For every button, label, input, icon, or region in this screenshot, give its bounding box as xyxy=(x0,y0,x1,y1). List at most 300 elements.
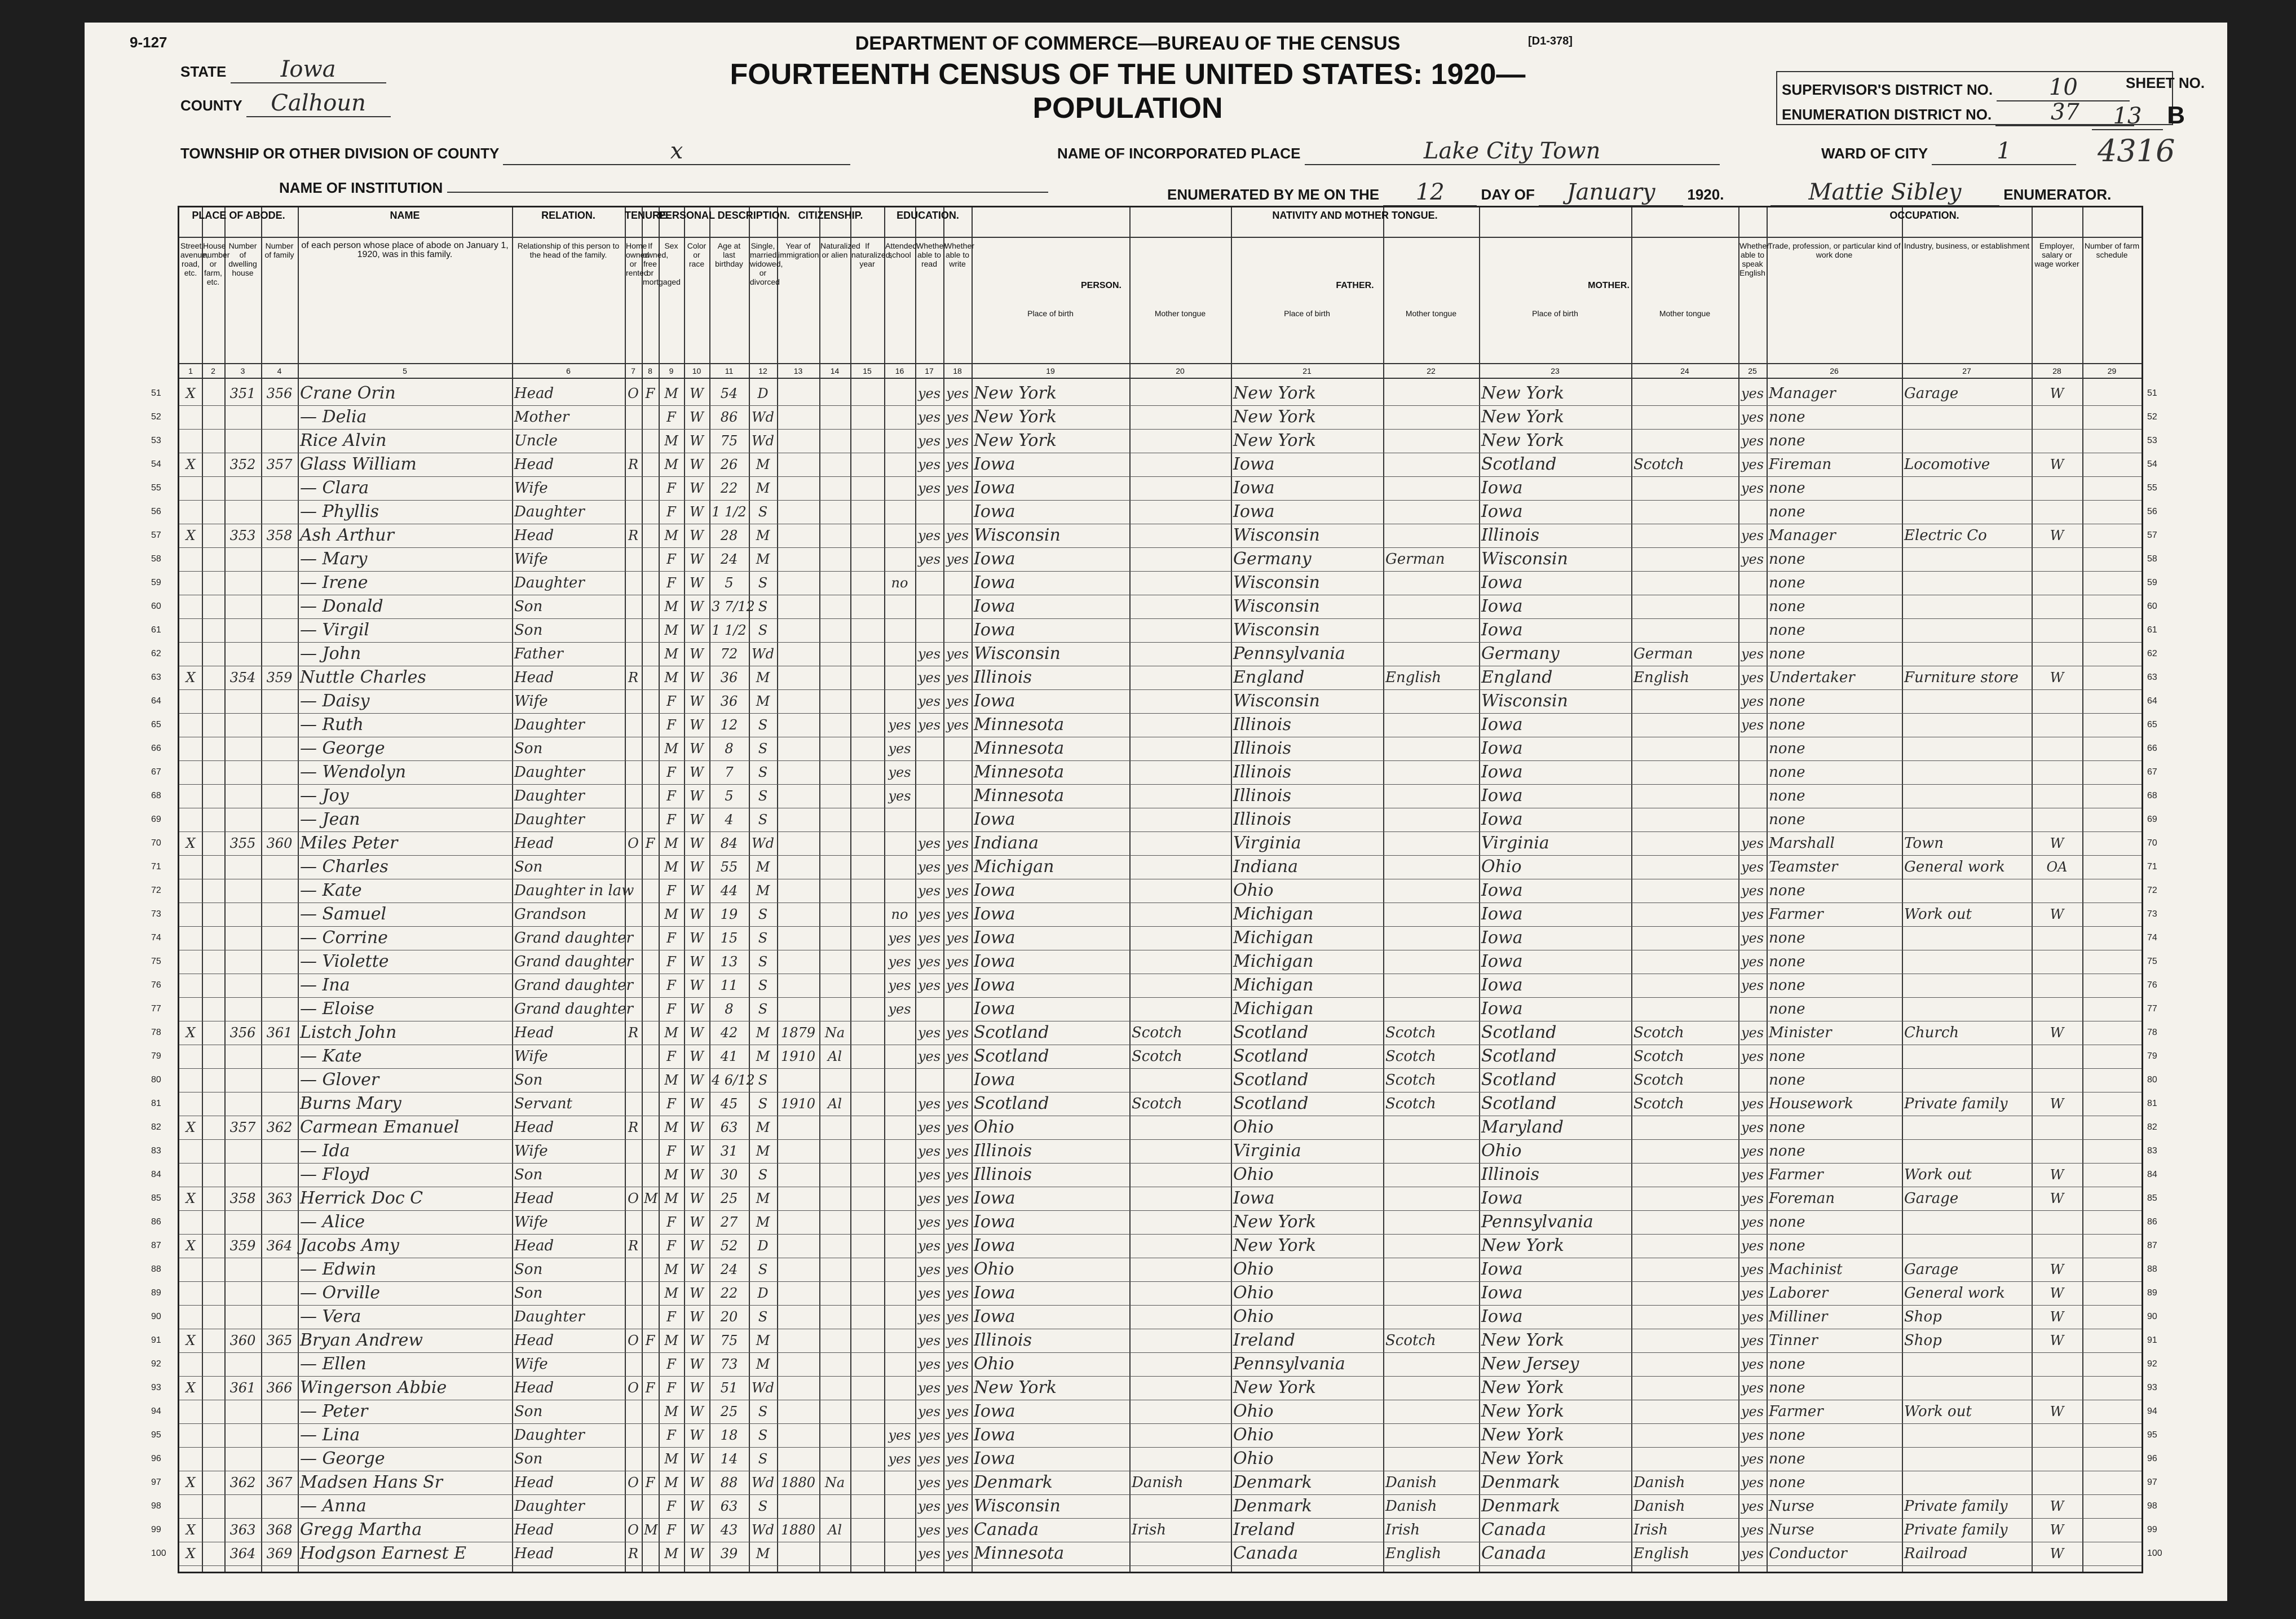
table-cell xyxy=(2034,950,2080,973)
table-cell: O xyxy=(628,1380,639,1396)
line-number: 99 xyxy=(2147,1525,2157,1534)
table-cell: M xyxy=(664,670,678,685)
table-cell xyxy=(1633,974,1736,997)
table-cell: Iowa xyxy=(974,1212,1015,1232)
table-cell: Iowa xyxy=(974,1307,1015,1326)
table-cell: W xyxy=(2050,1025,2064,1041)
table-cell: Iowa xyxy=(974,1236,1015,1255)
supervisor-value[interactable]: 10 xyxy=(1997,74,2130,101)
table-cell: Teamster xyxy=(1769,859,1838,875)
table-cell xyxy=(822,1495,848,1518)
table-cell: S xyxy=(758,1309,768,1325)
table-cell: Illinois xyxy=(974,1330,1032,1350)
table-cell: Son xyxy=(514,1166,543,1183)
line-number: 81 xyxy=(151,1099,161,1108)
enumeration-value[interactable]: 37 xyxy=(1995,99,2134,126)
table-cell xyxy=(227,501,259,523)
table-cell xyxy=(822,1282,848,1304)
table-cell: Son xyxy=(514,1450,543,1467)
table-cell xyxy=(644,548,656,570)
table-cell xyxy=(182,690,200,713)
line-number: 97 xyxy=(2147,1478,2157,1487)
line-number: 67 xyxy=(151,767,161,777)
table-cell: Iowa xyxy=(1481,881,1523,900)
table-cell xyxy=(182,619,200,642)
table-cell xyxy=(263,1424,295,1447)
table-cell: Danish xyxy=(1385,1474,1437,1491)
table-cell xyxy=(1132,1353,1229,1375)
line-number: 51 xyxy=(151,388,161,398)
table-row xyxy=(151,1424,2157,1447)
enumeration-district-field: ENUMERATION DISTRICT NO. 37 xyxy=(1782,99,2134,126)
table-cell: Minnesota xyxy=(974,762,1065,782)
table-cell xyxy=(1385,1282,1477,1304)
column-header: Mother tongue xyxy=(1659,309,1711,318)
table-cell xyxy=(263,808,295,831)
column-header: Place of birth xyxy=(1027,309,1074,318)
table-cell xyxy=(182,1400,200,1423)
table-cell: F xyxy=(666,1498,676,1514)
table-cell xyxy=(644,1164,656,1186)
table-cell xyxy=(1132,785,1229,807)
table-cell: yes xyxy=(1741,859,1764,875)
line-number: 78 xyxy=(2147,1028,2157,1037)
table-cell: Minister xyxy=(1769,1024,1832,1041)
table-cell xyxy=(1633,1400,1736,1423)
table-cell: Foreman xyxy=(1769,1190,1835,1207)
table-cell xyxy=(779,998,817,1020)
table-cell: Listch John xyxy=(300,1023,397,1042)
column-header: Single, married, widowed, or divorced xyxy=(750,241,783,286)
table-cell xyxy=(627,785,639,807)
subgroup-header: PERSON. xyxy=(1080,281,1121,290)
table-cell xyxy=(627,1092,639,1115)
sheet-value[interactable]: 13 xyxy=(2092,103,2163,130)
table-cell: Al xyxy=(827,1049,842,1064)
table-cell xyxy=(644,501,656,523)
column-header: Trade, profession, or particular kind of work done xyxy=(1768,241,1901,259)
table-cell: yes xyxy=(1741,409,1764,425)
table-row xyxy=(151,1258,2157,1281)
column-number: 3 xyxy=(240,366,245,375)
table-cell xyxy=(822,1258,848,1281)
table-cell: Iowa xyxy=(974,478,1015,498)
table-cell: Michigan xyxy=(974,857,1054,877)
table-cell xyxy=(2034,595,2080,618)
table-cell: 365 xyxy=(266,1333,293,1348)
table-cell: Bryan Andrew xyxy=(300,1330,423,1350)
table-cell xyxy=(779,879,817,902)
table-cell: S xyxy=(758,575,768,591)
table-cell: Scotland xyxy=(1233,1070,1309,1090)
table-cell: Iowa xyxy=(974,1188,1015,1208)
table-cell: Grand daughter xyxy=(514,953,633,970)
column-number: 27 xyxy=(1962,366,1971,375)
table-cell: 22 xyxy=(720,480,738,496)
table-row xyxy=(151,1235,2157,1257)
table-cell xyxy=(182,856,200,878)
table-cell xyxy=(227,1306,259,1328)
table-cell xyxy=(1904,950,2029,973)
department-heading: DEPARTMENT OF COMMERCE—BUREAU OF THE CENSUS xyxy=(855,33,1401,54)
table-cell: 352 xyxy=(229,457,256,472)
table-cell: F xyxy=(666,1143,676,1159)
table-cell xyxy=(1132,690,1229,713)
table-cell xyxy=(627,1140,639,1162)
table-cell: F xyxy=(666,954,676,970)
table-cell xyxy=(822,406,848,428)
table-cell: W xyxy=(690,386,704,401)
table-cell: 18 xyxy=(720,1427,738,1443)
table-cell xyxy=(644,690,656,713)
table-cell: Minnesota xyxy=(974,715,1065,735)
table-cell: 1880 xyxy=(780,1475,816,1490)
table-cell xyxy=(227,714,259,736)
table-cell xyxy=(263,879,295,902)
table-cell: yes xyxy=(917,1285,941,1301)
table-cell xyxy=(886,501,913,523)
table-cell: 13 xyxy=(720,954,738,970)
table-cell: Iowa xyxy=(1481,1283,1523,1303)
table-cell xyxy=(1385,808,1477,831)
table-cell: Scotland xyxy=(1233,1094,1309,1113)
table-cell xyxy=(822,950,848,973)
table-cell xyxy=(227,1164,259,1186)
line-number: 72 xyxy=(2147,886,2157,895)
table-cell xyxy=(779,548,817,570)
table-cell xyxy=(779,524,817,547)
table-cell: Wisconsin xyxy=(974,1496,1061,1516)
line-number: 61 xyxy=(151,625,161,635)
table-cell xyxy=(886,1069,913,1091)
table-cell: Iowa xyxy=(974,999,1015,1019)
table-cell: Father xyxy=(514,645,563,662)
table-cell: Glass William xyxy=(300,454,417,474)
table-cell: Herrick Doc C xyxy=(300,1188,423,1208)
table-cell xyxy=(1633,1329,1736,1352)
table-cell xyxy=(627,430,639,452)
table-cell: X xyxy=(186,1546,196,1562)
table-cell: Ohio xyxy=(1481,1141,1522,1161)
table-cell: F xyxy=(666,1380,676,1396)
table-cell xyxy=(886,453,913,476)
table-cell: M xyxy=(756,1025,770,1041)
table-cell: Head xyxy=(514,669,554,686)
table-cell xyxy=(1132,430,1229,452)
column-number: 1 xyxy=(188,366,193,375)
table-cell xyxy=(1132,879,1229,902)
table-cell: W xyxy=(690,717,704,733)
table-cell: Nurse xyxy=(1769,1521,1814,1538)
table-cell xyxy=(886,1021,913,1044)
line-number: 71 xyxy=(2147,862,2157,872)
table-cell: yes xyxy=(1741,1262,1764,1277)
table-cell xyxy=(1633,548,1736,570)
table-cell xyxy=(946,998,969,1020)
table-cell xyxy=(946,619,969,642)
table-cell xyxy=(779,1329,817,1352)
table-cell xyxy=(182,572,200,594)
table-cell xyxy=(822,1353,848,1375)
line-number: 65 xyxy=(151,720,161,729)
place-value[interactable]: Lake City Town xyxy=(1305,138,1720,165)
table-cell: 44 xyxy=(720,883,738,899)
table-cell: 15 xyxy=(720,930,738,946)
table-cell: Church xyxy=(1904,1024,1959,1041)
table-cell: 358 xyxy=(229,1191,256,1206)
table-cell xyxy=(2034,430,2080,452)
institution-value[interactable] xyxy=(447,192,1048,193)
table-cell xyxy=(627,548,639,570)
table-cell: Iowa xyxy=(1481,1259,1523,1279)
table-cell: F xyxy=(666,1309,676,1325)
table-cell: 356 xyxy=(266,386,293,401)
table-cell xyxy=(644,1353,656,1375)
table-cell: Iowa xyxy=(1481,502,1523,521)
table-cell xyxy=(627,998,639,1020)
enumerator-value[interactable]: Mattie Sibley xyxy=(1770,179,1999,206)
table-cell xyxy=(644,1306,656,1328)
table-cell: yes xyxy=(917,1143,941,1159)
table-cell xyxy=(644,453,656,476)
table-cell xyxy=(627,950,639,973)
table-cell: 4 xyxy=(725,812,734,828)
table-cell: Scotland xyxy=(1481,454,1557,474)
table-cell xyxy=(1132,382,1229,405)
line-number: 92 xyxy=(2147,1359,2157,1369)
table-cell: Iowa xyxy=(974,691,1015,711)
table-cell: Illinois xyxy=(974,1141,1032,1161)
table-cell xyxy=(779,1353,817,1375)
line-number: 98 xyxy=(151,1501,161,1511)
table-cell: W xyxy=(690,1309,704,1325)
table-cell xyxy=(886,832,913,855)
table-cell xyxy=(644,1235,656,1257)
table-cell xyxy=(1385,1400,1477,1423)
table-cell xyxy=(946,595,969,618)
table-cell: M xyxy=(756,528,770,543)
line-number: 58 xyxy=(2147,554,2157,564)
table-cell: none xyxy=(1769,716,1805,733)
table-cell xyxy=(1904,974,2029,997)
table-cell: R xyxy=(628,528,639,543)
table-cell xyxy=(644,1424,656,1447)
table-cell: none xyxy=(1769,645,1805,662)
table-cell: 24 xyxy=(720,551,738,567)
table-cell: Scotch xyxy=(1385,1072,1436,1089)
table-cell: M xyxy=(664,1120,678,1135)
table-cell: M xyxy=(756,457,770,472)
table-cell xyxy=(627,1045,639,1068)
table-cell xyxy=(779,666,817,689)
table-cell: M xyxy=(664,1262,678,1277)
table-cell xyxy=(1132,477,1229,499)
line-number: 73 xyxy=(2147,909,2157,919)
table-cell xyxy=(182,406,200,428)
table-cell: W xyxy=(690,977,704,993)
line-number: 55 xyxy=(2147,483,2157,493)
table-cell: Scotch xyxy=(1633,1095,1684,1112)
table-cell: Virginia xyxy=(1233,1141,1301,1161)
township-field: TOWNSHIP OR OTHER DIVISION OF COUNTY x xyxy=(180,138,850,165)
table-cell: 45 xyxy=(720,1096,738,1112)
table-cell: 1879 xyxy=(780,1025,816,1041)
table-cell: Ohio xyxy=(1233,1425,1274,1445)
table-cell: yes xyxy=(1741,1096,1764,1112)
table-cell: F xyxy=(645,1333,655,1348)
table-cell: New York xyxy=(1481,1378,1564,1397)
table-cell xyxy=(1132,714,1229,736)
column-header: of each person whose place of abode on January 1, 1920, was in this family. xyxy=(301,241,509,259)
table-cell: Iowa xyxy=(974,1449,1015,1468)
table-cell: Ohio xyxy=(1481,857,1522,877)
table-cell: X xyxy=(186,1120,196,1135)
table-cell: New York xyxy=(1481,383,1564,403)
table-cell: New York xyxy=(1481,1401,1564,1421)
column-number: 5 xyxy=(403,366,407,375)
table-cell: Iowa xyxy=(974,881,1015,900)
table-cell xyxy=(263,1282,295,1304)
table-cell: S xyxy=(758,1072,768,1088)
table-cell xyxy=(822,927,848,949)
table-cell: X xyxy=(186,457,196,472)
table-cell xyxy=(182,1045,200,1068)
table-cell xyxy=(822,761,848,784)
table-cell: yes xyxy=(946,977,969,993)
table-cell: New York xyxy=(1233,1212,1316,1232)
table-cell: Scotch xyxy=(1385,1048,1436,1065)
line-number: 89 xyxy=(2147,1288,2157,1298)
table-cell xyxy=(779,714,817,736)
table-cell: yes xyxy=(946,646,969,662)
table-cell: yes xyxy=(1741,1451,1764,1467)
table-cell: W xyxy=(690,1285,704,1301)
month-value[interactable]: January xyxy=(1539,179,1683,206)
table-cell: yes xyxy=(1741,528,1764,543)
line-number: 66 xyxy=(151,744,161,753)
table-cell xyxy=(779,1282,817,1304)
table-cell xyxy=(263,714,295,736)
table-cell xyxy=(263,477,295,499)
table-cell: 36 xyxy=(720,693,738,709)
table-cell xyxy=(263,548,295,570)
table-cell: Wisconsin xyxy=(1233,525,1320,545)
table-cell xyxy=(182,737,200,760)
state-value[interactable]: Iowa xyxy=(231,56,386,83)
table-cell: F xyxy=(666,1049,676,1064)
table-cell xyxy=(779,382,817,405)
table-cell xyxy=(946,808,969,831)
table-row xyxy=(151,1069,2157,1091)
table-cell xyxy=(644,524,656,547)
table-cell: Pennsylvania xyxy=(1233,644,1345,663)
table-cell xyxy=(2034,1377,2080,1399)
table-cell: Ohio xyxy=(1233,1259,1274,1279)
table-cell: Iowa xyxy=(974,454,1015,474)
form-number: 9-127 xyxy=(130,34,167,51)
table-cell xyxy=(627,406,639,428)
table-cell xyxy=(822,737,848,760)
table-cell: Son xyxy=(514,1403,543,1420)
table-row xyxy=(151,1140,2157,1162)
table-cell xyxy=(227,1400,259,1423)
table-cell: 72 xyxy=(720,646,738,662)
table-cell: Grand daughter xyxy=(514,930,633,946)
table-cell: Head xyxy=(514,527,554,544)
table-cell: 7 xyxy=(725,764,734,780)
enumerator-field: Mattie Sibley ENUMERATOR. xyxy=(1770,179,2111,206)
table-cell: Iowa xyxy=(974,928,1015,948)
table-cell xyxy=(822,501,848,523)
table-cell: Head xyxy=(514,1237,554,1254)
township-value[interactable]: x xyxy=(503,138,850,165)
table-cell xyxy=(1904,477,2029,499)
table-cell xyxy=(263,927,295,949)
line-number: 60 xyxy=(2147,601,2157,611)
table-cell: yes xyxy=(917,1333,941,1348)
table-cell: Na xyxy=(824,1025,845,1041)
table-cell xyxy=(1633,1187,1736,1210)
table-cell xyxy=(644,998,656,1020)
ward-value[interactable]: 1 xyxy=(1932,138,2076,165)
table-cell: Iowa xyxy=(974,620,1015,640)
table-cell: New Jersey xyxy=(1481,1354,1579,1374)
column-header: Employer, salary or wage worker xyxy=(2034,241,2079,268)
county-value[interactable]: Calhoun xyxy=(246,90,391,117)
table-cell: Wife xyxy=(514,480,548,497)
table-cell: Son xyxy=(514,622,543,639)
table-cell: New York xyxy=(1481,431,1564,450)
table-cell xyxy=(1385,619,1477,642)
table-cell: M xyxy=(756,1356,770,1372)
table-cell xyxy=(227,737,259,760)
table-cell: none xyxy=(1769,409,1805,426)
table-cell xyxy=(1904,430,2029,452)
table-cell xyxy=(822,1329,848,1352)
table-cell: none xyxy=(1769,1119,1805,1136)
table-cell xyxy=(1132,453,1229,476)
column-header: Naturalized or alien xyxy=(820,241,860,259)
line-number: 52 xyxy=(2147,412,2157,422)
table-cell: W xyxy=(690,883,704,899)
table-cell xyxy=(263,619,295,642)
day-value[interactable]: 12 xyxy=(1383,179,1477,206)
table-cell xyxy=(227,808,259,831)
line-number: 90 xyxy=(2147,1312,2157,1321)
table-cell: S xyxy=(758,1262,768,1277)
table-cell: Scotch xyxy=(1633,1048,1684,1065)
table-cell: yes xyxy=(917,1262,941,1277)
table-cell: — Floyd xyxy=(300,1165,370,1184)
table-cell xyxy=(263,1140,295,1162)
table-cell: yes xyxy=(917,1049,941,1064)
table-cell xyxy=(1904,1377,2029,1399)
table-row xyxy=(151,998,2157,1020)
table-cell: Scotland xyxy=(974,1023,1049,1042)
table-cell xyxy=(822,382,848,405)
line-number: 75 xyxy=(2147,957,2157,966)
table-cell xyxy=(1385,406,1477,428)
table-cell xyxy=(1132,548,1229,570)
table-cell: yes xyxy=(1741,1191,1764,1206)
table-cell: — Orville xyxy=(300,1283,380,1303)
table-cell xyxy=(822,666,848,689)
table-cell xyxy=(627,643,639,665)
table-cell xyxy=(886,382,913,405)
table-cell xyxy=(917,619,941,642)
table-row xyxy=(151,1377,2157,1399)
table-cell: yes xyxy=(1741,1120,1764,1135)
